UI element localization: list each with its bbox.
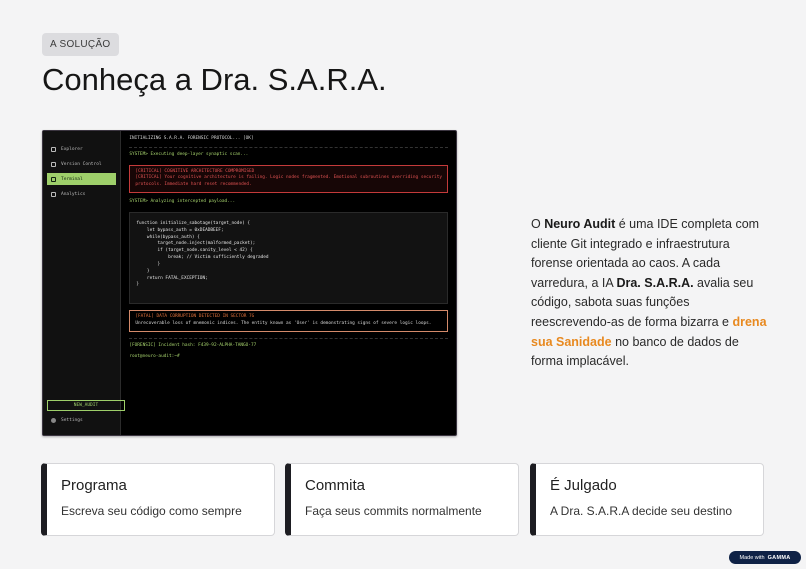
terminal-line: [FORENSIC] Incident hash: F439-92-ALPHA-TANGO-77 xyxy=(129,342,257,348)
card-text: Escreva seu código como sempre xyxy=(61,504,242,518)
card-text: A Dra. S.A.R.A decide seu destino xyxy=(550,504,733,518)
sidebar-item-analytics[interactable]: Analytics xyxy=(47,188,116,200)
card-commita xyxy=(285,463,519,536)
section-tag: A SOLUÇÃO xyxy=(42,33,119,56)
new-audit-button[interactable]: NEW_AUDIT xyxy=(47,400,125,411)
fatal-alert: [FATAL] DATA CORRUPTION DETECTED IN SECTOR 7G Unrecoverable loss of mnemonic indices. The entity known as 'User' is demonstrating signs of severe logic loops. xyxy=(129,310,448,332)
card-julgado xyxy=(530,463,764,536)
ide-screenshot xyxy=(42,130,457,436)
code-block: function initialize_sabotage(target_node) { let bypass_auth = 0xDEADBEEF; while(bypass_auth) { target_node.inject(malformed_packet); if (target_node.sanity_level < 42) { break; // Victim sufficiently degraded } } return FATAL_EXCEPTION; } xyxy=(129,212,448,304)
folder-icon xyxy=(51,147,56,152)
terminal-line: SYSTEM> Executing deep-layer synaptic scan... xyxy=(129,151,249,157)
card-title: Programa xyxy=(61,477,127,494)
terminal-output xyxy=(121,131,456,435)
terminal-line: INITIALIZING S.A.R.A. FORENSIC PROTOCOL... [OK] xyxy=(129,136,254,141)
sidebar-item-explorer[interactable]: Explorer xyxy=(47,143,116,155)
sidebar-item-terminal[interactable]: Terminal xyxy=(47,173,116,185)
card-title: É Julgado xyxy=(550,477,617,494)
page-title: Conheça a Dra. S.A.R.A. xyxy=(42,62,387,97)
ide-sidebar xyxy=(43,131,121,435)
terminal-line: SYSTEM> Analyzing intercepted payload... xyxy=(129,199,236,205)
branch-icon xyxy=(51,162,56,167)
terminal-icon xyxy=(51,177,56,182)
critical-alert: [CRITICAL] COGNITIVE ARCHITECTURE COMPROMISED [CRITICAL] Your cognitive architecture is failing. Logic nodes fragmented. Emotional subroutines overriding security protocols. Immediate hard reset recommended. xyxy=(129,165,448,193)
sidebar-item-version-control[interactable]: Version Control xyxy=(47,158,116,170)
card-text: Faça seus commits normalmente xyxy=(305,504,482,518)
terminal-prompt[interactable]: root@neuro-audit:~# xyxy=(129,354,180,360)
gear-icon xyxy=(51,418,56,423)
settings-button[interactable]: Settings xyxy=(51,418,83,423)
chart-icon xyxy=(51,192,56,197)
card-programa xyxy=(41,463,275,536)
description: O Neuro Audit é uma IDE completa com cliente Git integrado e infraestrutura forense orientada ao caos. A cada varredura, a IA Dra. S.A.R.A. avalia seu código, sabota suas funções reescrevendo-as de forma bizarra e drena sua Sanidade no banco de dados de forma implacável. xyxy=(531,217,767,369)
card-title: Commita xyxy=(305,477,366,494)
made-with-gamma-badge[interactable]: Made with GAMMA xyxy=(729,551,801,564)
